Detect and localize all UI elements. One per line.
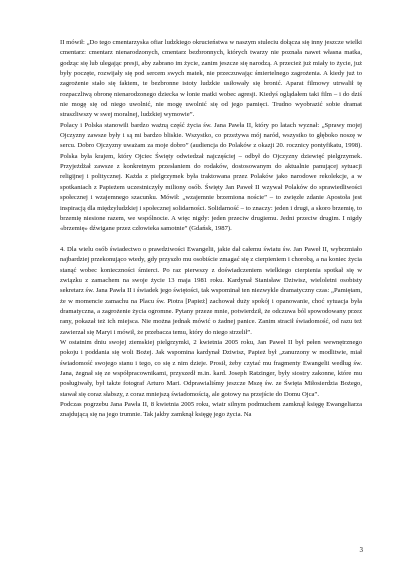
page-number: 3 (359, 546, 363, 554)
paragraph-poland: Polacy i Polska stanowili bardzo ważną część życia św. Jana Pawła II, który po latach wyznał: „Sprawy mojej Ojczyzny zawsze były i są mi bardzo bliskie. Wszystko, co przeżywa mój naród, wszystko to głęboko noszę w sercu. Dobro Ojczyzny uważam za moje dobro” (audiencja do Polaków z okazji 20. rocznicy pontyfikatu, 1998). Polska była krajem, który Ojciec Święty odwiedzał najczęściej – odbył do Ojczyzny dziewięć pielgrzymek. Przyjeżdżał zawsze z konkretnym przesłaniem do rodaków, dostosowanym do aktualnie panującej sytuacji religijnej i politycznej. Każda z pielgrzymek była traktowana przez Polaków jako narodowe rekolekcje, a w spotkaniach z Papieżem uczestniczyły miliony osób. Święty Jan Paweł II wzywał Polaków do sprawiedliwości społecznej i wzajemnego szacunku. Mówił: „wzajemnie brzemiona noście” – to zwięzłe zdanie Apostoła jest inspiracją dla międzyludzkiej i społecznej solidarności. Solidarność – to znaczy: jeden i drugi, a skoro brzemię, to brzemię niesione razem, we wspólnocie. A więc nigdy: jeden przeciw drugiemu. Jedni przeciw drugim. I nigdy «brzemię» dźwigane przez człowieka samotnie” (Gdańsk, 1987). (60, 121, 362, 233)
paragraph-funeral: Podczas pogrzebu Jana Pawła II, 8 kwietnia 2005 roku, wiatr silnym podmuchem zamknął księgę Ewangeliarza znajdującą się na jego trumnie. Tak jakby zamknął księgę jego życia. Na (60, 401, 362, 419)
paragraph-last-day: W ostatnim dniu swojej ziemskiej pielgrzymki, 2 kwietnia 2005 roku, Jan Paweł II był pełen wewnętrznego pokoju i poddania się woli Bożej. Jak wspomina kardynał Dziwisz, Papież był „zanurzony w modlitwie, miał świadomość swojego stanu i tego, co się z nim dzieje. Prosił, żeby czytać mu fragmenty Ewangelii według św. Jana, żegnał się ze współpracownikami, przyszedł m.in. kard. Joseph Ratzinger, były siostry zakonne, które mu posługiwały, był także fotograf Arturo Mari. Odprawialiśmy jeszcze Mszę św. ze Święta Miłosierdzia Bożego, stawał się coraz słabszy, z coraz mniejszą świadomością, ale gotowy na przejście do Domu Ojca”. (60, 338, 362, 398)
document-body (60, 38, 362, 421)
paragraph-section-4: 4. Dla wielu osób świadectwo o prawdziwości Ewangelii, jakie dał całemu światu św. Jan Paweł II, wybrzmiało najbardziej przekonująco wtedy, gdy przyszło mu osobiście zmagać się z cierpieniem i chorobą, a na koniec życia stanąć wobec konieczności śmierci. Po raz pierwszy z doświadczeniem wielkiego cierpienia spotkał się w związku z zamachem na swoje życie 13 maja 1981 roku. Kardynał Stanisław Dziwisz, wieloletni osobisty sekretarz św. Jana Pawła II i świadek jego świętości, tak wspominał ten niezwykle dramatyczny czas: „Pamiętam, że w momencie zamachu na Placu św. Piotra [Papież] zachował duży spokój i opanowanie, choć sytuacja była dramatyczna, a zagrożenie życia ogromne. Pytany przeze mnie, potwierdził, że odczuwa ból spowodowany przez rany, pokazał też ich miejsca. Nie można jednak mówić o żadnej panice. Zanim stracił świadomość, od razu też zawierzał się Maryi i mówił, że przebacza temu, który do niego strzelił”. (60, 245, 362, 336)
paragraph-cemetery-quote: II mówił: „Do tego cmentarzyska ofiar ludzkiego okrucieństwa w naszym stuleciu dołącza się inny jeszcze wielki cmentarz: cmentarz nienarodzonych, cmentarz bezbronnych, których twarzy nie poznała nawet własna matka, godząc się lub ulegając presji, aby zabrano im życie, zanim jeszcze się narodzą. A przecież już miały to życie, już były poczęte, rozwijały się pod sercem swych matek, nie przeczuwając śmiertelnego zagrożenia. A kiedy już to zagrożenie stało się faktem, te bezbronne istoty ludzkie usiłowały się bronić. Aparat filmowy utrwalił tę rozpaczliwą obronę nienarodzonego dziecka w łonie matki wobec agresji. Kiedyś oglądałem taki film – i do dziś nie mogę się od niego uwolnić, nie mogę uwolnić się od jego pamięci. Trudno wyobrazić sobie dramat straszliwszy w swej moralnej, ludzkiej wymowie”. (60, 39, 362, 119)
